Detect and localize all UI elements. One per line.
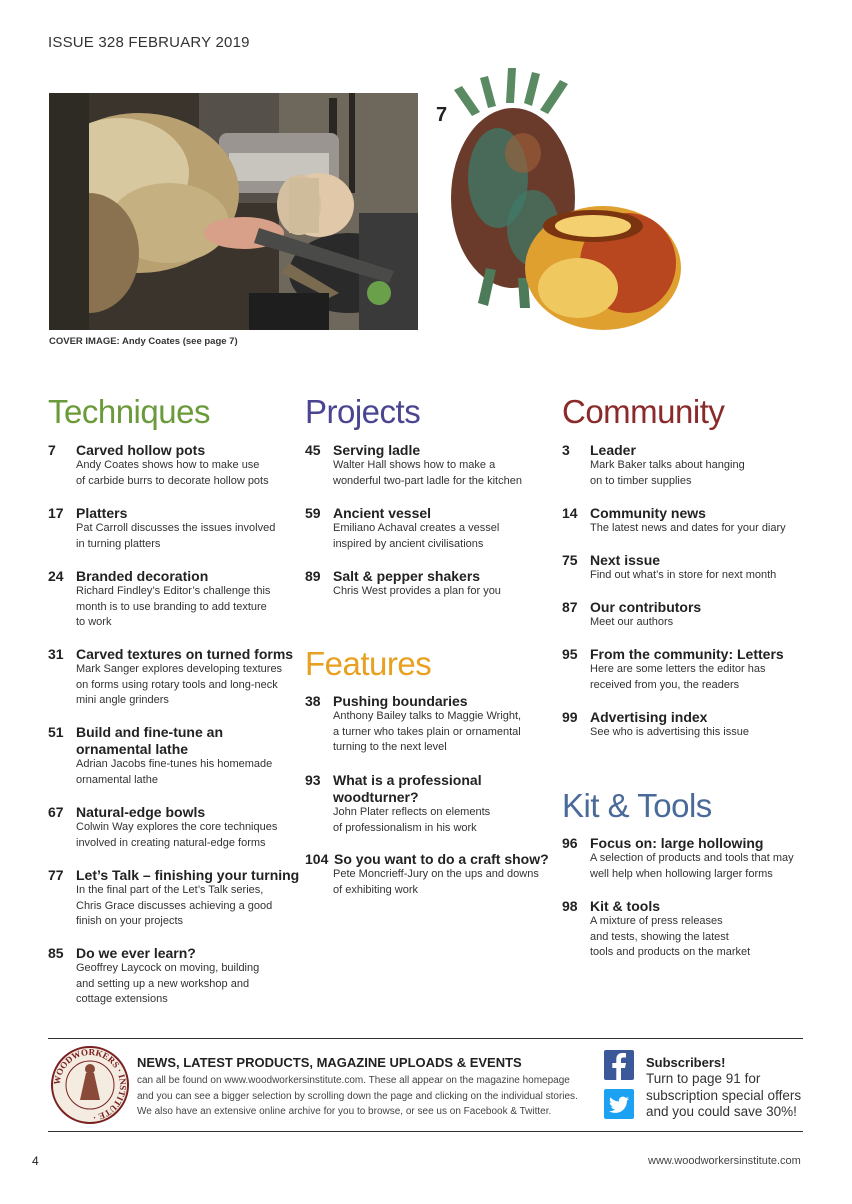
toc-entry-description: Andy Coates shows how to make use: [76, 459, 260, 471]
toc-entry-description: of professionalism in his work: [333, 821, 477, 834]
issue-date: ISSUE 328 FEBRUARY 2019: [48, 34, 250, 51]
toc-entry-title: Community news: [590, 505, 706, 521]
toc-entry-description: John Plater reflects on elements: [333, 806, 491, 818]
toc-entry-title: Our contributors: [590, 599, 702, 615]
toc-entry-title: Next issue: [590, 552, 661, 568]
subscribers-line: subscription special offers: [646, 1087, 802, 1103]
toc-page-number: 17: [48, 505, 64, 521]
section-heading-kit-tools: Kit & Tools: [562, 787, 712, 824]
toc-entry-title: Serving ladle: [333, 442, 421, 458]
photo-page-number: 7: [436, 104, 448, 126]
toc-page-number: 38: [305, 693, 321, 709]
news-line: and you can see a bigger selection by scrolling down the page and clicking on the individual stories.: [137, 1090, 578, 1102]
toc-entry-title: Carved hollow pots: [76, 442, 206, 458]
toc-page-number: 31: [48, 646, 64, 662]
toc-page-number: 99: [562, 709, 578, 725]
toc-entry-description: Mark Sanger explores developing textures: [76, 663, 283, 675]
news-line: can all be found on www.woodworkersinstitute.com. These all appear on the magazine homepage: [137, 1075, 570, 1086]
toc-entry-description: Chris Grace discusses achieving a good: [76, 899, 273, 912]
toc-entry-description: A selection of products and tools that may: [590, 852, 794, 864]
toc-entry-description: month is to use branding to add texture: [76, 600, 267, 613]
toc-entry-title: Build and fine-tune an ornamental lathe: [76, 724, 223, 757]
toc-entry-title: From the community: Letters: [590, 646, 784, 662]
news-line: We also have an extensive online archive for you to browse, or see us on Facebook & Twitter.: [137, 1106, 552, 1117]
photo-hollow-pots: [428, 58, 692, 370]
toc-entry-description: In the final part of the Let’s Talk series,: [76, 884, 264, 896]
toc-entry-description: Geoffrey Laycock on moving, building: [76, 962, 260, 974]
toc-entry-description: well help when hollowing larger forms: [590, 867, 773, 880]
divider-top: [48, 1038, 803, 1039]
section-heading-techniques: Techniques: [48, 393, 210, 430]
toc-entry-description: and tests, showing the latest: [590, 930, 729, 943]
toc-page-number: 89: [305, 568, 321, 584]
page-number: 4: [32, 1154, 39, 1168]
toc-entry-title: Leader: [590, 442, 636, 458]
toc-entry-description: on forms using rotary tools and long-neck: [76, 678, 278, 691]
toc-page-number: 59: [305, 505, 321, 521]
toc-page-number: 7: [48, 442, 56, 458]
toc-entry-title: So you want to do a craft show?: [334, 851, 549, 867]
woodworkers-institute-seal-icon[interactable]: [50, 1045, 130, 1125]
toc-page-number: 96: [562, 835, 578, 851]
toc-entry-description: received from you, the readers: [590, 678, 740, 691]
toc-entry-title: What is a professional woodturner?: [333, 772, 482, 805]
subscribers-heading: Subscribers!: [646, 1055, 726, 1070]
toc-entry-title: Do we ever learn?: [76, 945, 196, 961]
section-heading-projects: Projects: [305, 393, 421, 430]
toc-entry-description: cottage extensions: [76, 993, 168, 1005]
subscribers-line: and you could save 30%!: [646, 1104, 797, 1119]
toc-entry-title: Natural-edge bowls: [76, 804, 206, 820]
toc-entry-description: See who is advertising this issue: [590, 726, 749, 738]
toc-page-number: 93: [305, 772, 321, 788]
section-techniques: [48, 392, 300, 1005]
toc-entry-description: a turner who takes plain or ornamental: [333, 725, 521, 738]
toc-entry-title: Pushing boundaries: [333, 693, 468, 709]
toc-entry-description: wonderful two-part ladle for the kitchen: [333, 474, 522, 487]
toc-entry-title: Branded decoration: [76, 568, 209, 584]
toc-entry-description: of exhibiting work: [333, 883, 418, 896]
toc-entry-description: Anthony Bailey talks to Maggie Wright,: [333, 710, 522, 722]
footer-url-link[interactable]: www.woodworkersinstitute.com: [648, 1155, 801, 1167]
toc-page-number: 51: [48, 724, 64, 740]
toc-entry-title: Kit & tools: [590, 898, 660, 914]
toc-page-number: 14: [562, 505, 578, 521]
toc-page-number: 45: [305, 442, 321, 458]
svg-text:WOODWORKERS · INSTITUTE ·: WOODWORKERS · INSTITUTE ·: [51, 1046, 129, 1123]
toc-entry-description: Find out what’s in store for next month: [590, 569, 777, 581]
toc-entry-description: The latest news and dates for your diary: [590, 522, 786, 534]
toc-entry-description: Walter Hall shows how to make a: [333, 459, 496, 471]
toc-entry-title: Platters: [76, 505, 128, 521]
toc-entry-description: in turning platters: [76, 537, 161, 550]
toc-entry-title: Let’s Talk – finishing your turning: [76, 867, 300, 883]
toc-entry-description: Chris West provides a plan for you: [333, 585, 501, 597]
toc-page-number: 85: [48, 945, 64, 961]
toc-entry-description: Meet our authors: [590, 616, 674, 628]
section-community: [562, 392, 812, 738]
section-features: [305, 644, 555, 896]
toc-entry-description: inspired by ancient civilisations: [333, 537, 484, 550]
toc-page-number: 98: [562, 898, 578, 914]
toc-entry-description: Colwin Way explores the core techniques: [76, 821, 278, 833]
news-heading: NEWS, LATEST PRODUCTS, MAGAZINE UPLOADS & EVENTS: [137, 1055, 522, 1070]
toc-entry-description: finish on your projects: [76, 915, 183, 927]
news-text: [137, 1073, 597, 1120]
toc-entry-description: Pete Moncrieff-Jury on the ups and downs: [333, 868, 539, 880]
toc-entry-description: Here are some letters the editor has: [590, 663, 766, 675]
toc-entry-description: of carbide burrs to decorate hollow pots: [76, 474, 269, 487]
toc-entry-title: Salt & pepper shakers: [333, 568, 481, 584]
toc-entry-title: Carved textures on turned forms: [76, 646, 294, 662]
toc-entry-description: tools and products on the market: [590, 946, 751, 958]
toc-page-number: 75: [562, 552, 578, 568]
section-heading-features: Features: [305, 645, 432, 682]
toc-entry-description: on to timber supplies: [590, 474, 692, 487]
facebook-icon[interactable]: [604, 1050, 634, 1080]
section-kit-tools: [562, 786, 812, 958]
toc-entry-title: Ancient vessel: [333, 505, 432, 521]
toc-entry-description: to work: [76, 616, 112, 628]
toc-entry-description: Mark Baker talks about hanging: [590, 459, 745, 471]
toc-page-number: 87: [562, 599, 578, 615]
toc-page-number: 3: [562, 442, 570, 458]
toc-entry-description: A mixture of press releases: [590, 915, 723, 927]
toc-entry-description: Pat Carroll discusses the issues involved: [76, 522, 276, 534]
toc-entry-description: ornamental lathe: [76, 773, 158, 786]
toc-page-number: 24: [48, 568, 64, 584]
section-projects: [305, 392, 555, 597]
toc-entry-description: Richard Findley’s Editor’s challenge this: [76, 585, 271, 597]
toc-entry-description: involved in creating natural-edge forms: [76, 836, 266, 849]
twitter-icon[interactable]: [604, 1089, 634, 1119]
toc-entry-description: mini angle grinders: [76, 694, 169, 706]
toc-entry-title: Focus on: large hollowing: [590, 835, 764, 851]
toc-entry-description: Adrian Jacobs fine-tunes his homemade: [76, 758, 273, 770]
toc-page-number: 95: [562, 646, 578, 662]
section-heading-community: Community: [562, 393, 725, 430]
toc-page-number: 104: [305, 851, 329, 867]
subscribers-line: Turn to page 91 for: [646, 1071, 761, 1086]
toc-entry-description: and setting up a new workshop and: [76, 977, 250, 990]
cover-caption: COVER IMAGE: Andy Coates (see page 7): [49, 336, 238, 347]
toc-page-number: 67: [48, 804, 64, 820]
subscribers-text: [646, 1071, 806, 1121]
divider-bottom: [48, 1131, 803, 1132]
toc-entry-title: Advertising index: [590, 709, 708, 725]
toc-entry-description: turning to the next level: [333, 741, 447, 753]
cover-photo-lathe: [49, 93, 418, 330]
toc-entry-description: Emiliano Achaval creates a vessel: [333, 522, 500, 534]
toc-page-number: 77: [48, 867, 64, 883]
